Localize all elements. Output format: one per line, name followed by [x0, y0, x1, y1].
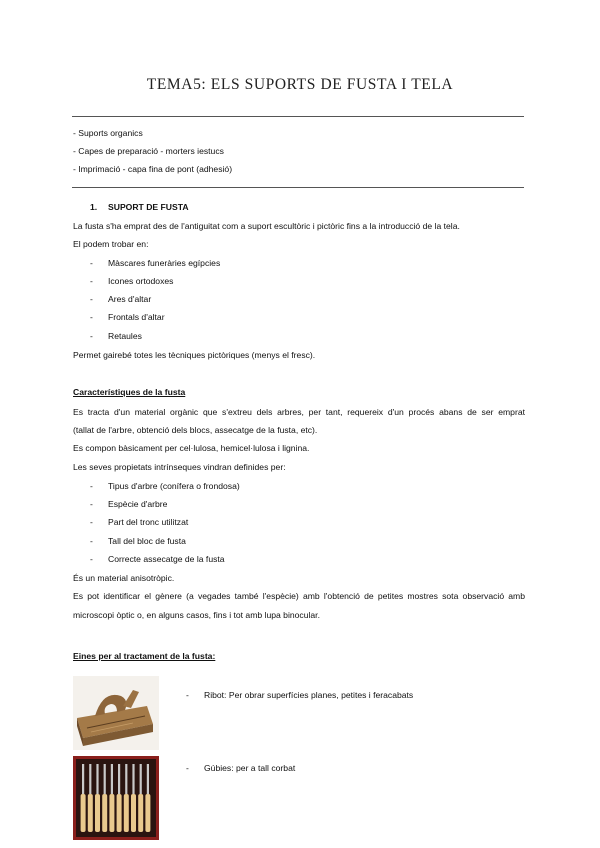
intro-item-3: - Imprimació - capa fina de pont (adhesió): [73, 164, 233, 174]
gouge-blade: [96, 764, 98, 794]
section-number: 1.: [90, 202, 98, 212]
gouge-blade: [82, 764, 84, 794]
bullet-dash: -: [90, 331, 93, 341]
gouge-blade: [89, 764, 91, 794]
paragraph: (tallat de l'arbre, obtenció dels blocs, assecatge de la fusta, etc).: [73, 425, 318, 435]
subsection-heading: Eines per al tractament de la fusta:: [73, 651, 216, 661]
paragraph: Es tracta d'un material orgànic que s'extreu dels arbres, per tant, requereix d'un procés abans de ser emprat: [73, 407, 525, 417]
gouge-blade: [140, 764, 142, 794]
gouge-handle: [124, 794, 129, 832]
bullet-dash: -: [90, 294, 93, 304]
paragraph: La fusta s'ha emprat des de l'antiguitat com a suport escultòric i pictòric fins a la introducció de la tela.: [73, 221, 460, 231]
gouge-blade: [132, 764, 134, 794]
intro-item-1: - Suports organics: [73, 128, 143, 138]
gouge-blade: [147, 764, 149, 794]
paragraph: Les seves propietats intrínseques vindran definides per:: [73, 462, 286, 472]
tool-dash: -: [186, 690, 189, 700]
list-item: Retaules: [108, 331, 142, 341]
page-title: TEMA5: ELS SUPORTS DE FUSTA I TELA: [146, 76, 454, 93]
paragraph: Permet gairebé totes les tècniques pictòriques (menys el fresc).: [73, 350, 316, 360]
gouge-handle: [102, 794, 107, 832]
bullet-dash: -: [90, 536, 93, 546]
list-item: Part del tronc utilitzat: [108, 517, 189, 527]
tool-description: Ribot: Per obrar superfícies planes, petites i feracabats: [204, 690, 414, 700]
plane-tool-image: [73, 676, 159, 750]
gouge-handle: [88, 794, 93, 832]
gouge-handle: [81, 794, 86, 832]
gouge-blade: [111, 764, 113, 794]
tool-description: Gúbies: per a tall corbat: [204, 763, 296, 773]
paragraph: Es pot identificar el gènere (a vegades també l'espècie) amb l'obtenció de petites mostres sota observació amb: [73, 591, 525, 601]
paragraph: El podem trobar en:: [73, 239, 149, 249]
list-item: Icones ortodoxes: [108, 276, 174, 286]
bullet-dash: -: [90, 481, 93, 491]
bullet-dash: -: [90, 554, 93, 564]
tool-dash: -: [186, 763, 189, 773]
gouge-blade: [118, 764, 120, 794]
gouge-handle: [95, 794, 100, 832]
section-heading: SUPORT DE FUSTA: [108, 202, 189, 212]
subsection-heading: Característiques de la fusta: [73, 387, 186, 397]
paragraph: Es compon bàsicament per cel·lulosa, hemicel·lulosa i lignina.: [73, 443, 310, 453]
list-item: Tipus d'arbre (conífera o frondosa): [108, 481, 240, 491]
paragraph: És un material anisotròpic.: [73, 573, 175, 583]
gouge-handle: [138, 794, 143, 832]
list-item: Ares d'altar: [108, 294, 152, 304]
divider-top: [72, 116, 524, 117]
gouge-handle: [117, 794, 122, 832]
bullet-dash: -: [90, 499, 93, 509]
bullet-dash: -: [90, 258, 93, 268]
gouges-set-image: [73, 756, 159, 840]
gouge-blade: [125, 764, 127, 794]
list-item: Espècie d'arbre: [108, 499, 168, 509]
list-item: Màscares funeràries egípcies: [108, 258, 221, 268]
bullet-dash: -: [90, 312, 93, 322]
gouge-handle: [145, 794, 150, 832]
paragraph: microscopi òptic o, en alguns casos, fins i tot amb lupa binocular.: [73, 610, 320, 620]
gouge-blade: [104, 764, 106, 794]
divider-middle: [72, 187, 524, 188]
intro-item-2: - Capes de preparació - morters iestucs: [73, 146, 224, 156]
bullet-dash: -: [90, 276, 93, 286]
bullet-dash: -: [90, 517, 93, 527]
gouge-handle: [109, 794, 114, 832]
list-item: Tall del bloc de fusta: [108, 536, 186, 546]
gouge-handle: [131, 794, 136, 832]
list-item: Correcte assecatge de la fusta: [108, 554, 225, 564]
list-item: Frontals d'altar: [108, 312, 165, 322]
